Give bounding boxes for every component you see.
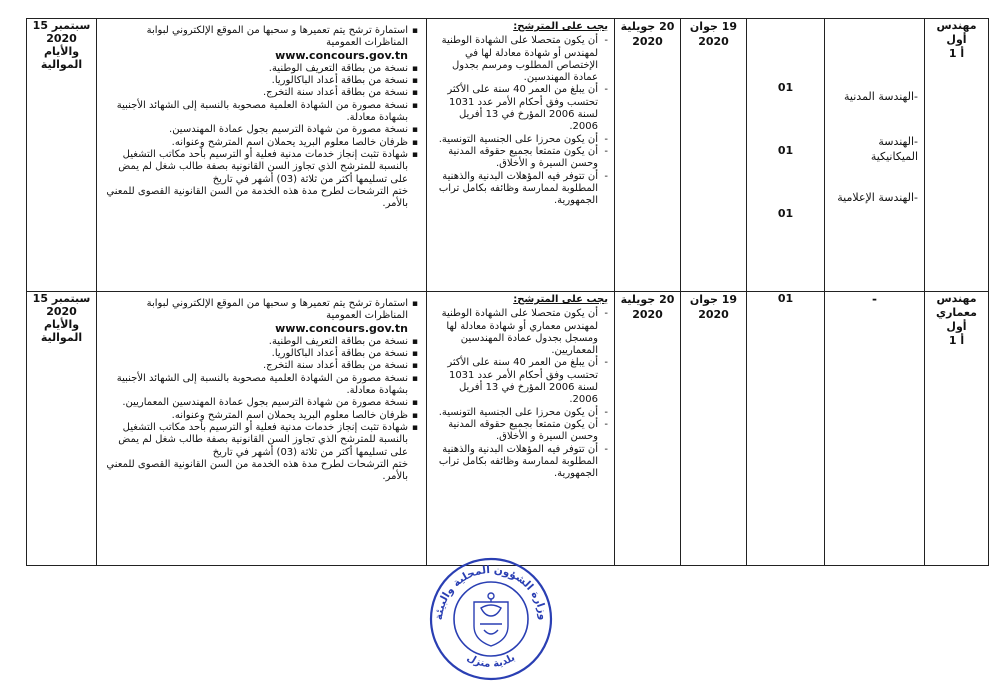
- specialty-cell: [825, 19, 925, 292]
- specialty-2: -الهندسة الميكانيكية: [870, 135, 918, 163]
- recruitment-table: [26, 18, 989, 566]
- stamp-bottom-text: بلدية منزل: [464, 652, 518, 670]
- doc-item: ▪ نسخة من بطاقة أعداد الباكالوريا.: [103, 75, 418, 87]
- opening-date: 19 جوان 2020: [689, 20, 738, 48]
- exam-date-day: 15 سبتمبر: [32, 292, 91, 305]
- doc-item: ▪ ظرفان خالصا معلوم البريد يحملان اسم المترشح وعنوانه.: [103, 137, 418, 149]
- concours-link[interactable]: www.concours.gov.tn: [275, 321, 408, 335]
- grade-cell: [925, 19, 989, 292]
- specialty-cell: [825, 292, 925, 566]
- doc-item: ▪ نسخة من بطاقة أعداد الباكالوريا.: [103, 348, 418, 360]
- condition-item: - أن يكون متحصلا على الشهادة الوطنية لمهندس أو شهادة معادلة لها في الإختصاص المطلوب ومرسم بجدول عمادة المهندسين.: [433, 35, 608, 84]
- positions-count-cell: [747, 19, 825, 292]
- opening-date: 19 جوان 2020: [689, 293, 738, 321]
- grade-line: أ 1: [948, 334, 965, 347]
- grade-line: مهندس: [936, 292, 977, 305]
- exam-date-following: الموالية: [40, 58, 83, 71]
- doc-note: ▪ شهادة تثبت إنجاز خدمات مدنية فعلية أو الترسيم بأحد مكاتب التشغيل بالنسبة للمترشح الذي تجاوز السن القانونية بصفة طالب شغل لم يمض على تسليمها أكثر من ثلاثة (03) أشهر في تاريخ: [103, 149, 418, 186]
- count-1: 01: [777, 81, 794, 94]
- doc-item: ▪ نسخة من بطاقة أعداد سنة التخرج.: [103, 87, 418, 99]
- condition-item: - أن يبلغ من العمر 40 سنة على الأكثر تحتسب وفق أحكام الأمر عدد 1031 لسنة 2006 المؤرخ في 13 أفريل 2006.: [433, 357, 608, 406]
- conditions-cell: [427, 19, 615, 292]
- doc-item: ▪ ظرفان خالصا معلوم البريد يحملان اسم المترشح وعنوانه.: [103, 410, 418, 422]
- doc-item: ▪ نسخة من بطاقة أعداد سنة التخرج.: [103, 360, 418, 372]
- condition-item: - أن يبلغ من العمر 40 سنة على الأكثر تحتسب وفق أحكام الأمر عدد 1031 لسنة 2006 المؤرخ في 13 أفريل 2006.: [433, 84, 608, 133]
- grade-line: معماري: [936, 306, 977, 319]
- condition-item: - أن يكون محرزا على الجنسية التونسية.: [433, 407, 608, 419]
- docs-intro: ▪ استمارة ترشح يتم تعميرها و سحبها من الموقع الإلكتروني لبوابة المناظرات العمومية www.concours.gov.tn: [103, 298, 418, 336]
- closing-date: 20 جويلية 2020: [620, 293, 675, 321]
- conditions-title: يجب على المترشح:: [513, 294, 608, 305]
- conditions-title: يجب على المترشح:: [513, 21, 608, 32]
- concours-link[interactable]: www.concours.gov.tn: [275, 48, 408, 62]
- required-documents-cell: [97, 19, 427, 292]
- exam-date-and: والأيام: [43, 45, 80, 58]
- grade-line: أول: [946, 320, 967, 333]
- specialty-3: -الهندسة الإعلامية: [837, 191, 918, 204]
- specialty-1: -الهندسة المدنية: [844, 90, 918, 103]
- grade-line: مهندس: [936, 19, 977, 32]
- doc-note-cont: ختم الترشحات لطرح مدة هذه الخدمة من السن القانونية القصوى للمعني بالأمر.: [106, 185, 408, 210]
- positions-count-cell: [747, 292, 825, 566]
- opening-date-cell: [681, 292, 747, 566]
- closing-date-cell: [615, 19, 681, 292]
- doc-note-cont: ختم الترشحات لطرح مدة هذه الخدمة من السن القانونية القصوى للمعني بالأمر.: [106, 458, 408, 483]
- doc-note: ▪ شهادة تثبت إنجاز خدمات مدنية فعلية أو الترسيم بأحد مكاتب التشغيل بالنسبة للمترشح الذي تجاوز السن القانونية بصفة طالب شغل لم يمض على تسليمها أكثر من ثلاثة (03) أشهر في تاريخ: [103, 422, 418, 459]
- doc-item: ▪ نسخة من بطاقة التعريف الوطنية.: [103, 63, 418, 75]
- count-2: 01: [777, 144, 794, 157]
- specialty-1: -: [872, 292, 877, 306]
- stamp-ring-text: وزارة الشؤون المحلية والبيئة: [432, 563, 550, 621]
- grade-cell: [925, 292, 989, 566]
- emblem-icon: [474, 593, 508, 646]
- doc-item: ▪ نسخة مصورة من الشهادة العلمية مصحوبة بالنسبة إلى الشهائد الأجنبية بشهادة معادلة.: [103, 100, 418, 125]
- opening-date-cell: [681, 19, 747, 292]
- condition-item: - أن يكون محرزا على الجنسية التونسية.: [433, 134, 608, 146]
- doc-item: ▪ نسخة من بطاقة التعريف الوطنية.: [103, 336, 418, 348]
- doc-item: ▪ نسخة مصورة من شهادة الترسيم بجول عمادة المهندسين المعماريين.: [103, 397, 418, 409]
- condition-item: - أن يكون متحصلا على الشهادة الوطنية لمهندس معماري أو شهادة معادلة لها ومسجل بجدول عمادة المهندسين المعماريين.: [433, 308, 608, 357]
- conditions-cell: [427, 292, 615, 566]
- grade-line: أول: [946, 33, 967, 46]
- condition-item: - أن تتوفر فيه المؤهلات البدنية والذهنية المطلوبة لممارسة وظائفه بكامل تراب الجمهورية.: [433, 444, 608, 481]
- exam-date-day: 15 سبتمبر: [32, 19, 91, 32]
- table-row: [27, 292, 989, 566]
- municipal-stamp: [428, 556, 554, 682]
- exam-date-cell: [27, 19, 97, 292]
- exam-date-year: 2020: [46, 32, 77, 45]
- count-1: 01: [777, 292, 794, 305]
- exam-date-cell: [27, 292, 97, 566]
- closing-date-cell: [615, 292, 681, 566]
- docs-intro: ▪ استمارة ترشح يتم تعميرها و سحبها من الموقع الإلكتروني لبوابة المناظرات العمومية www.concours.gov.tn: [103, 25, 418, 63]
- exam-date-year: 2020: [46, 305, 77, 318]
- condition-item: - أن تتوفر فيه المؤهلات البدنية والذهنية المطلوبة لممارسة وظائفه بكامل تراب الجمهورية.: [433, 171, 608, 208]
- condition-item: - أن يكون متمتعا بجميع حقوقه المدنية وحسن السيرة و الأخلاق.: [433, 146, 608, 171]
- grade-line: أ 1: [948, 47, 965, 60]
- doc-item: ▪ نسخة مصورة من شهادة الترسيم بجول عمادة المهندسين.: [103, 124, 418, 136]
- exam-date-and: والأيام: [43, 318, 80, 331]
- required-documents-cell: [97, 292, 427, 566]
- doc-item: ▪ نسخة مصورة من الشهادة العلمية مصحوبة بالنسبة إلى الشهائد الأجنبية بشهادة معادلة.: [103, 373, 418, 398]
- closing-date: 20 جويلية 2020: [620, 20, 675, 48]
- condition-item: - أن يكون متمتعا بجميع حقوقه المدنية وحسن السيرة و الأخلاق.: [433, 419, 608, 444]
- exam-date-following: الموالية: [40, 331, 83, 344]
- table-row: [27, 19, 989, 292]
- count-3: 01: [777, 207, 794, 220]
